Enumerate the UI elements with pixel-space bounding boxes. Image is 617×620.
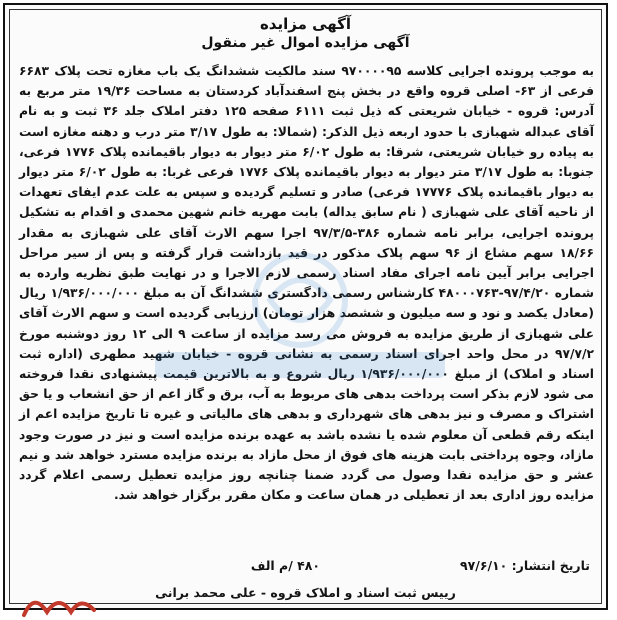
publish-date: تاریخ انتشار: ۹۷/۶/۱۰ <box>460 558 590 573</box>
notice-subtitle: آگهی مزایده اموال غیر منقول <box>201 35 410 51</box>
notice-code: ۴۸۰ /م الف <box>250 558 320 573</box>
notice-body: به موجب پرونده اجرایی کلاسه ۹۷۰۰۰۰۹۵ سند مالکیت ششدانگ یک باب مغازه تحت پلاک ۶۶۸۳ فرعی از ۶۳- اصلی قروه واقع در بخش پنج اسفندآباد کردستان به مساحت ۱۹/۳۶ متر مربع به آدرس: قروه - خیابان شریعتی که ذیل ثبت ۶۱۱۱ صفحه ۱۲۵ دفتر املاک جلد ۳۶ ثبت و به نام آقای عبداله شهبازی با حدود اربعه ذیل الذکر: (شمالا: به طول ۳/۱۷ متر درب و دهنه مغازه است به پیاده رو خیابان شریعتی، شرقا: به طول ۶/۰۲ متر دیوار به دیوار باقیمانده پلاک ۱۷۷۶ فرعی، جنوبا: به طول ۳/۱۷ متر دیوار به دیوار باقیمانده پلاک ۱۷۷۶ فرعی غربا: به طول ۶/۰۲ متر دیوار به دیوار باقیمانده پلاک ۱۷۷۷۶ فرعی) صادر و تسلیم گردیده و سپس به علت عدم ایفای تعهدات از ناحیه آقای علی شهبازی ( نام سابق یداله) بابت مهریه خانم شهین محمدی و اقدام به تشکیل پرونده اجرایی، برابر نامه شماره ۳۸۶-۹۷/۳/۵ اجرا سهم الارث آقای علی شهبازی به مقدار ۱۸/۶۶ سهم مشاع از ۹۶ سهم پلاک مذکور در قید بازداشت قرار گرفته و پس از سیر مراحل اجرایی برابر آیین نامه اجرای مفاد اسناد رسمی لازم الاجرا و در نهایت طبق نظریه وارده به شماره ۹۷/۴/۲۰-۴۸۰۰۰۷۶۳ کارشناس رسمی دادگستری ششدانگ آن به مبلغ ۱/۹۳۶/۰۰۰/۰۰۰ ریال (معادل یکصد و نود و سه میلیون و ششصد هزار تومان) ارزیابی گردیده است و سهم الارث آقای علی شهبازی از طریق مزایده به فروش می رسد مزایده از ساعت ۹ الی ۱۲ روز دوشنبه مورخ ۹۷/۷/۲ در محل واحد اجرای اسناد رسمی به نشانی قروه - خیابان شهید مطهری (اداره ثبت اسناد و املاک) از مبلغ ۱/۹۳۶/۰۰۰/۰۰۰ ریال شروع و به بالاترین قیمت پیشنهادی نقدا فروخته می شود لازم بذکر است پرداخت بدهی های مربوط به آب، برق و گاز اعم از حق انشعاب و یا حق اشتراک و مصرف و نیز بدهی های شهرداری و بدهی های مالیاتی و غیره تا تاریخ مزایده اعم از اینکه رقم قطعی آن معلوم شده یا نشده باشد به عهده برنده مزایده است و نیز در صورت وجود مازاد، وجوه پرداختی بابت هزینه های فوق از محل مازاد به برنده مزایده مسترد خواهد شد و نیم عشر و حق مزایده نقدا وصول می گردد ضمنا چنانچه روز مزایده تعطیل رسمی اعلام گردد مزایده روز اداری بعد از تعطیلی در همان ساعت و مکان مقرر برگزار خواهد شد. <box>19 64 595 503</box>
notice-title: آگهی مزایده <box>259 15 352 33</box>
notice-frame <box>3 3 608 610</box>
signature-line: رییس ثبت اسناد و املاک قروه - علی محمد برانی <box>155 585 456 600</box>
